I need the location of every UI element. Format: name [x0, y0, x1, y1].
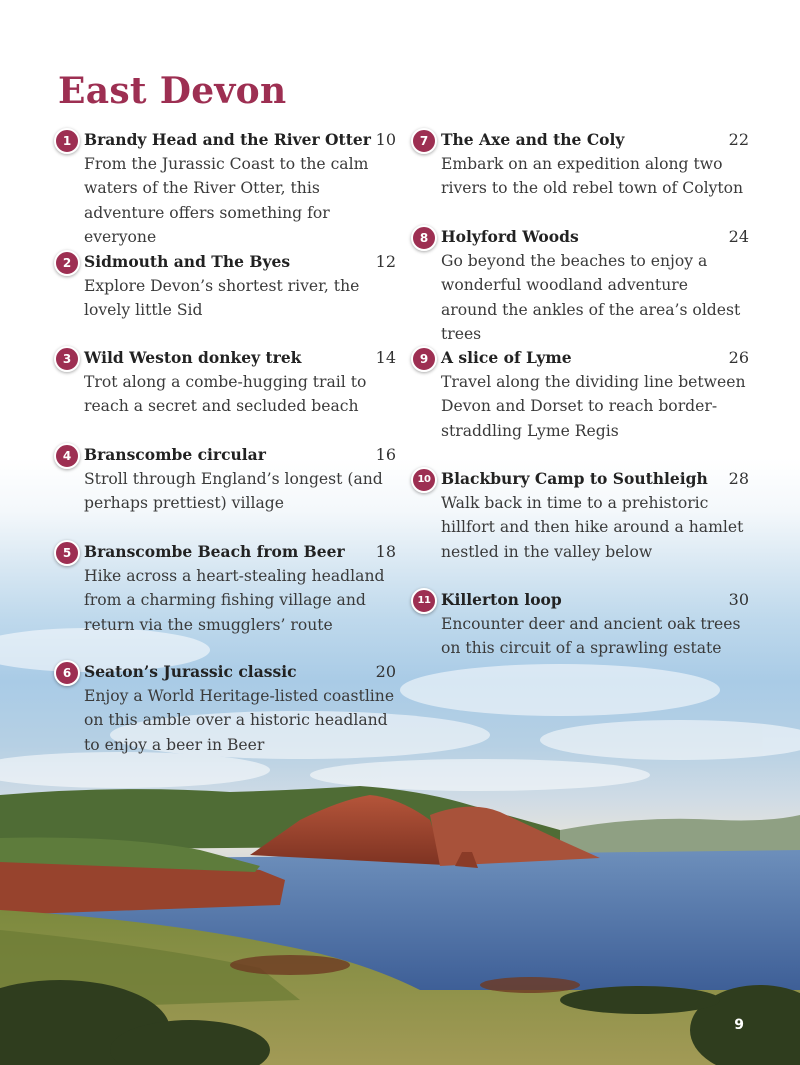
walk-entry[interactable]: [419, 225, 749, 346]
walk-description: Travel along the dividing line between Devon and Dorset to reach border-straddling Lyme Regis: [441, 373, 746, 440]
walk-page-number: 10: [375, 130, 396, 149]
walk-title: Sidmouth and The Byes: [84, 252, 291, 271]
walk-page-number: 24: [728, 227, 749, 246]
walk-number-badge: 11: [411, 588, 437, 614]
walk-title: Blackbury Camp to Southleigh: [441, 469, 708, 488]
walk-page-number: 18: [375, 542, 396, 561]
walk-description: Enjoy a World Heritage-listed coastline on this amble over a historic headland to enjoy a beer in Beer: [84, 687, 395, 754]
walk-number-badge: 8: [411, 225, 437, 251]
walk-description: Walk back in time to a prehistoric hillfort and then hike around a hamlet nestled in the valley below: [441, 494, 744, 561]
walk-page-number: 12: [375, 252, 396, 271]
walk-number-badge: 7: [411, 128, 437, 154]
walk-description: From the Jurassic Coast to the calm waters of the River Otter, this adventure offers something for everyone: [84, 155, 369, 246]
walk-description: Hike across a heart-stealing headland from a charming fishing village and return via the smugglers’ route: [84, 567, 385, 634]
walk-page-number: 26: [728, 348, 749, 367]
walk-description: Go beyond the beaches to enjoy a wonderful woodland adventure around the ankles of the area’s oldest trees: [441, 252, 741, 343]
walk-title: Brandy Head and the River Otter: [84, 130, 371, 149]
walk-number-badge: 9: [411, 346, 437, 372]
walk-page-number: 28: [728, 469, 749, 488]
page-title: East Devon: [58, 70, 287, 112]
page-number: 9: [734, 1017, 744, 1033]
walk-title: A slice of Lyme: [441, 348, 572, 367]
walk-entry[interactable]: [62, 660, 396, 757]
walk-title: Seaton’s Jurassic classic: [84, 662, 297, 681]
walk-entry[interactable]: [62, 128, 396, 249]
walk-number-badge: 3: [54, 346, 80, 372]
walk-entry[interactable]: [417, 588, 749, 661]
walk-title: Branscombe Beach from Beer: [84, 542, 345, 561]
walk-page-number: 22: [728, 130, 749, 149]
walk-title: Killerton loop: [441, 590, 562, 609]
walk-description: Trot along a combe-hugging trail to reach a secret and secluded beach: [84, 373, 367, 416]
walk-number-badge: 5: [54, 540, 80, 566]
walk-entry[interactable]: [419, 128, 749, 201]
walk-title: Wild Weston donkey trek: [84, 348, 302, 367]
walk-title: Holyford Woods: [441, 227, 579, 246]
walk-entry[interactable]: [62, 443, 396, 516]
walk-number-badge: 10: [411, 467, 437, 493]
walk-entry[interactable]: [62, 346, 396, 419]
walk-description: Stroll through England’s longest (and perhaps prettiest) village: [84, 470, 383, 513]
walk-entry[interactable]: [419, 346, 749, 443]
walk-description: Encounter deer and ancient oak trees on this circuit of a sprawling estate: [441, 615, 741, 658]
walk-page-number: 20: [375, 662, 396, 681]
walk-page-number: 16: [375, 445, 396, 464]
walk-number-badge: 6: [54, 660, 80, 686]
walk-title: The Axe and the Coly: [441, 130, 625, 149]
walk-page-number: 30: [728, 590, 749, 609]
walk-title: Branscombe circular: [84, 445, 266, 464]
walk-page-number: 14: [375, 348, 396, 367]
walk-number-badge: 1: [54, 128, 80, 154]
walk-number-badge: 2: [54, 250, 80, 276]
walk-entry[interactable]: [62, 540, 396, 637]
walk-description: Explore Devon’s shortest river, the lovely little Sid: [84, 277, 360, 320]
walk-entry[interactable]: [417, 467, 749, 564]
walk-number-badge: 4: [54, 443, 80, 469]
walk-entry[interactable]: [62, 250, 396, 323]
walk-description: Embark on an expedition along two rivers to the old rebel town of Colyton: [441, 155, 744, 198]
